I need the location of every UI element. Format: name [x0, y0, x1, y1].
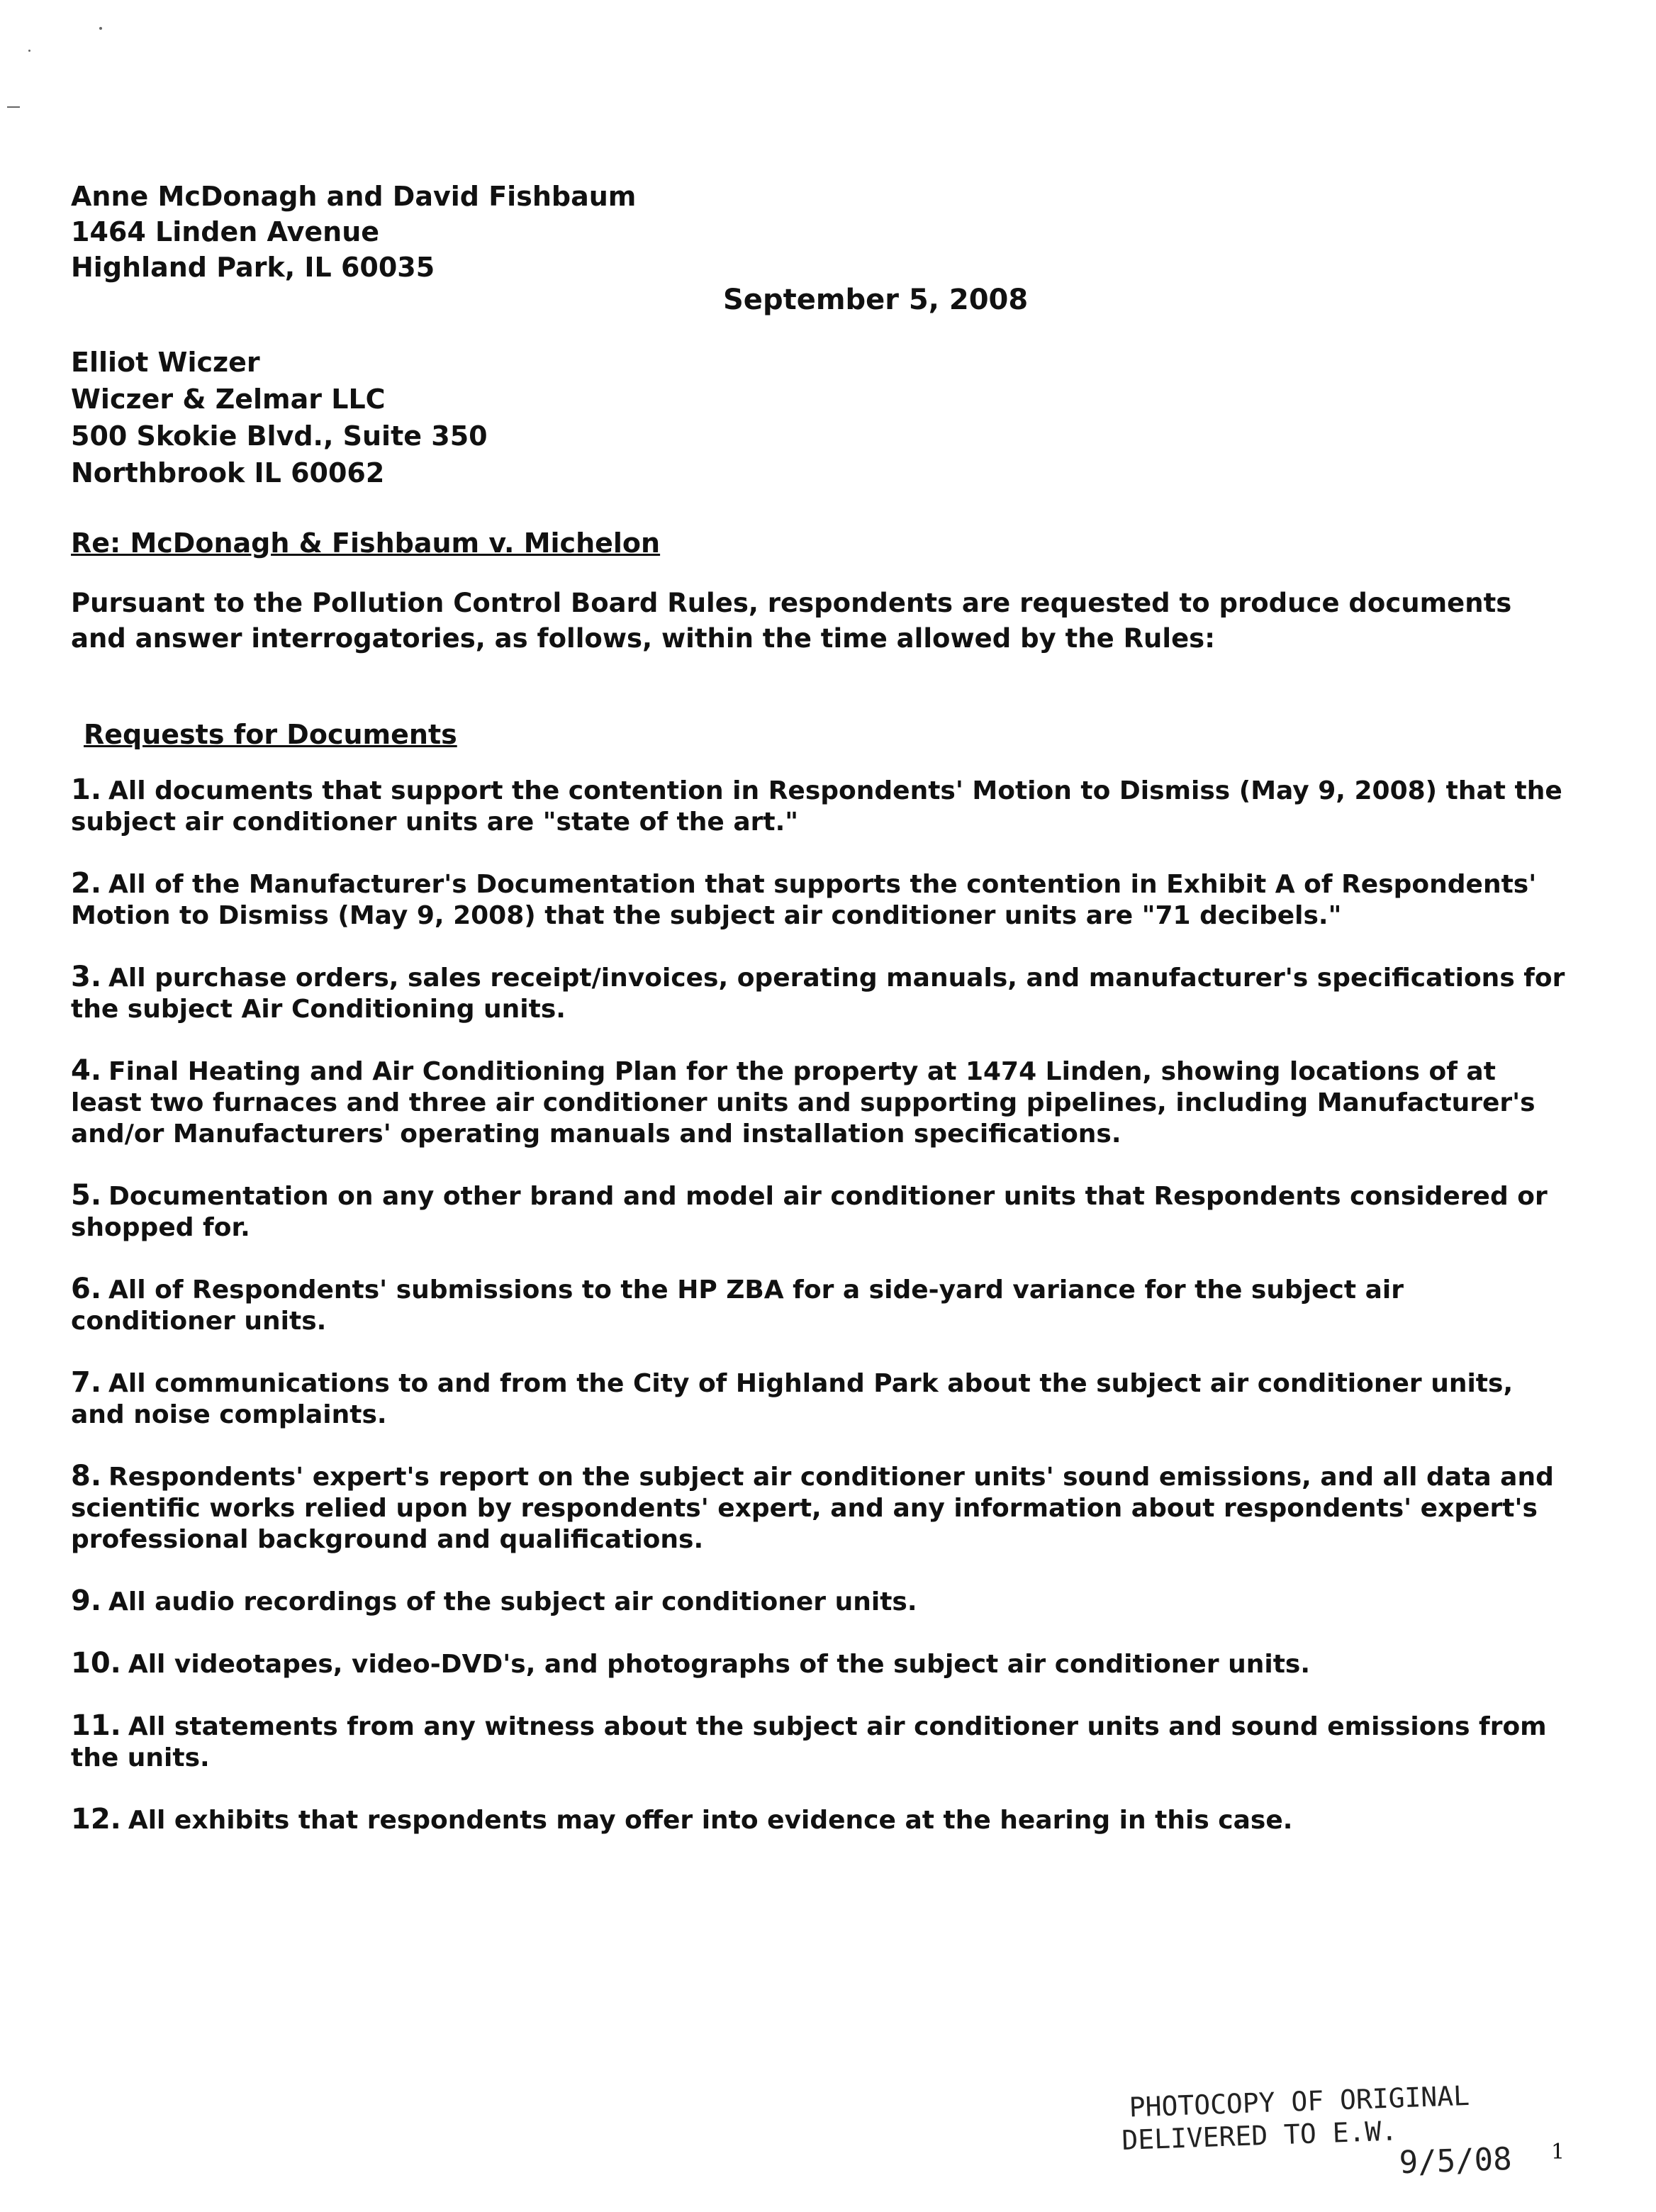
- request-text: All communications to and from the City of Highland Park about the subject air conditioner units, and noise complaints.: [71, 1369, 1514, 1429]
- scan-speck: [7, 106, 20, 108]
- recipient-address: [71, 344, 488, 491]
- request-item: [71, 1055, 1574, 1150]
- request-item: [71, 1648, 1574, 1680]
- request-text: All videotapes, video-DVD's, and photographs of the subject air conditioner units.: [128, 1650, 1311, 1679]
- request-text: Respondents' expert's report on the subject air conditioner units' sound emissions, and all data and scientific works relied upon by respondents' expert, and any information about respondents' expert's professional background and qualifications.: [71, 1463, 1554, 1554]
- request-text: All statements from any witness about the subject air conditioner units and sound emissions from the units.: [71, 1712, 1547, 1772]
- request-text: Final Heating and Air Conditioning Plan for the property at 1474 Linden, showing locations of at least two furnaces and three air conditioner units and supporting pipelines, including Manufacturer's and/or Manufacturers' operating manuals and installation specifications.: [71, 1057, 1535, 1149]
- sender-city: Highland Park, IL 60035: [71, 252, 435, 283]
- request-item: [71, 1710, 1574, 1774]
- request-text: Documentation on any other brand and model air conditioner units that Respondents considered or shopped for.: [71, 1182, 1548, 1242]
- request-number: 9.: [71, 1585, 102, 1617]
- request-number: 1.: [71, 773, 102, 806]
- requests-list: [71, 774, 1574, 1866]
- request-item: [71, 868, 1574, 932]
- sender-name: Anne McDonagh and David Fishbaum: [71, 181, 637, 212]
- recipient-name: Elliot Wiczer: [71, 347, 260, 378]
- request-number: 7.: [71, 1366, 102, 1399]
- request-text: All documents that support the contention in Respondents' Motion to Dismiss (May 9, 2008) that the subject air conditioner units are "state of the art.": [71, 776, 1562, 837]
- request-item: [71, 1180, 1574, 1244]
- request-number: 10.: [71, 1647, 121, 1680]
- request-number: 8.: [71, 1460, 102, 1492]
- request-item: [71, 1273, 1574, 1337]
- subject-line: Re: McDonagh & Fishbaum v. Michelon: [71, 527, 661, 559]
- request-item: [71, 1367, 1574, 1431]
- request-number: 2.: [71, 867, 102, 900]
- intro-paragraph: Pursuant to the Pollution Control Board Rules, respondents are requested to produce documents and answer interrogatories, as follows, within the time allowed by the Rules:: [71, 588, 1512, 654]
- recipient-street: 500 Skokie Blvd., Suite 350: [71, 420, 488, 452]
- request-item: [71, 1804, 1574, 1836]
- sender-street: 1464 Linden Avenue: [71, 216, 380, 247]
- handwritten-note: [1120, 2078, 1512, 2189]
- handwritten-note-line: DELIVERED TO E.W.: [1121, 2115, 1398, 2156]
- sender-address: [71, 179, 636, 285]
- request-item: [71, 961, 1574, 1025]
- scan-speck: [99, 27, 102, 30]
- request-item: [71, 1585, 1574, 1618]
- request-item: [71, 774, 1574, 838]
- request-text: All purchase orders, sales receipt/invoices, operating manuals, and manufacturer's specifications for the subject Air Conditioning units.: [71, 963, 1565, 1024]
- request-text: All exhibits that respondents may offer into evidence at the hearing in this case.: [128, 1806, 1293, 1835]
- recipient-city: Northbrook IL 60062: [71, 457, 385, 488]
- request-number: 11.: [71, 1709, 121, 1742]
- recipient-firm: Wiczer & Zelmar LLC: [71, 384, 386, 415]
- section-heading: Requests for Documents: [84, 719, 457, 750]
- request-number: 5.: [71, 1179, 102, 1212]
- handwritten-note-date: 9/5/08: [1398, 2140, 1513, 2182]
- page-number: 1: [1551, 2140, 1565, 2164]
- request-number: 6.: [71, 1273, 102, 1305]
- request-number: 3.: [71, 961, 102, 993]
- request-item: [71, 1460, 1574, 1555]
- request-number: 12.: [71, 1803, 121, 1836]
- request-text: All of the Manufacturer's Documentation that supports the contention in Exhibit A of Respondents' Motion to Dismiss (May 9, 2008) that the subject air conditioner units are "71 decibels.": [71, 870, 1537, 930]
- request-text: All audio recordings of the subject air conditioner units.: [108, 1587, 917, 1616]
- letter-date: September 5, 2008: [723, 284, 1029, 316]
- request-text: All of Respondents' submissions to the HP ZBA for a side-yard variance for the subject air conditioner units.: [71, 1275, 1404, 1336]
- scan-speck: [28, 50, 30, 52]
- request-number: 4.: [71, 1054, 102, 1087]
- handwritten-note-line: PHOTOCOPY OF ORIGINAL: [1129, 2079, 1470, 2123]
